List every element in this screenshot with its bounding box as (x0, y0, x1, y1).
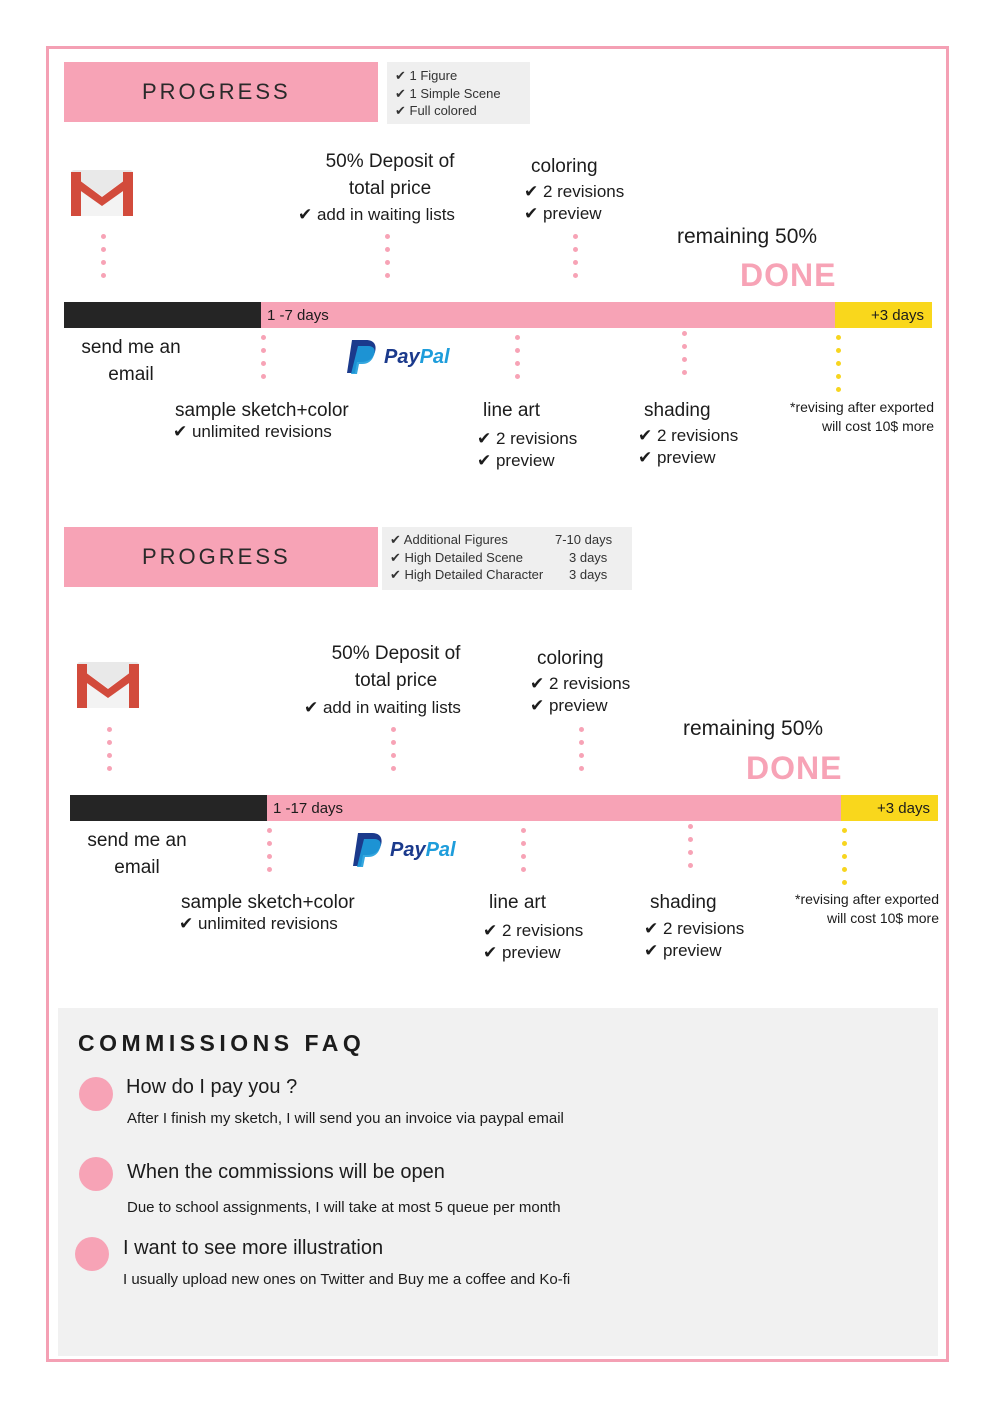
sketch-title: sample sketch+color (181, 892, 355, 913)
timeline-connector (266, 828, 272, 880)
paypal-pay: Pay (390, 838, 426, 861)
addon-name: ✔ High Detailed Character (390, 567, 544, 582)
faq-bullet (79, 1077, 113, 1111)
shading-check: ✔ preview (638, 448, 716, 467)
addon-name: ✔ Additional Figures (390, 532, 508, 547)
coloring-title: coloring (531, 156, 598, 177)
lineart-checks (483, 920, 583, 964)
faq-bullet (75, 1237, 109, 1271)
lineart-title: line art (489, 892, 547, 913)
shading-title: shading (650, 892, 717, 913)
paypal-icon (350, 831, 456, 869)
lineart-title: line art (483, 400, 541, 421)
coloring-checks (530, 673, 630, 717)
timeline-segment-extra (841, 795, 938, 821)
faq-panel (58, 1008, 938, 1356)
timeline-connector (390, 727, 396, 779)
note-line1: *revising after exported (795, 891, 939, 907)
deposit-title-line1: 50% Deposit of (331, 643, 461, 664)
faq-answer: I usually upload new ones on Twitter and Buy me a coffee and Ko-fi (123, 1271, 571, 1288)
addon-duration: 7-10 days (555, 532, 613, 547)
timeline-bar (70, 795, 938, 821)
email-line2: email (114, 857, 160, 878)
gmail-icon (77, 662, 139, 708)
checklist-item (390, 549, 624, 567)
faq-answer: After I finish my sketch, I will send you an invoice via paypal email (127, 1110, 564, 1127)
timeline-segment-main (267, 795, 841, 821)
shading-check: ✔ 2 revisions (638, 426, 739, 445)
deposit-check: ✔ add in waiting lists (304, 698, 461, 717)
coloring-check: ✔ preview (524, 204, 602, 223)
deposit-title-line1: 50% Deposit of (325, 151, 455, 172)
done-label: DONE (746, 750, 843, 786)
shading-check: ✔ 2 revisions (644, 919, 745, 938)
timeline-connector (106, 727, 112, 779)
timeline-segment-start (70, 795, 267, 821)
faq-question: When the commissions will be open (127, 1161, 445, 1183)
timeline-duration: 1 -17 days (273, 799, 344, 817)
note-line2: will cost 10$ more (821, 418, 934, 434)
faq-answer: Due to school assignments, I will take at most 5 queue per month (127, 1199, 561, 1216)
timeline-extra-duration: +3 days (877, 799, 930, 817)
shading-check: ✔ preview (644, 941, 722, 960)
timeline-connector (687, 824, 693, 876)
progress-header (64, 527, 378, 587)
checklist-item: ✔ 1 Figure (395, 68, 458, 83)
faq-question: How do I pay you ? (126, 1076, 298, 1098)
done-label: DONE (740, 257, 837, 293)
checklist-item (390, 531, 624, 549)
timeline-connector (841, 828, 847, 893)
progress-title: PROGRESS (142, 544, 291, 569)
coloring-check: ✔ 2 revisions (524, 182, 625, 201)
faq-question: I want to see more illustration (123, 1237, 384, 1259)
timeline-connector (520, 828, 526, 880)
addon-duration: 3 days (569, 549, 608, 565)
progress-title: PROGRESS (142, 79, 291, 104)
remaining-label: remaining 50% (683, 717, 824, 740)
note-line2: will cost 10$ more (826, 910, 939, 926)
faq-bullet (79, 1157, 113, 1191)
addon-duration: 3 days (569, 567, 608, 582)
lineart-check: ✔ preview (483, 943, 561, 962)
sketch-check: ✔ unlimited revisions (179, 914, 338, 933)
coloring-check: ✔ 2 revisions (530, 674, 631, 693)
paypal-pal: Pal (419, 345, 450, 368)
timeline-duration: 1 -7 days (267, 306, 329, 324)
deposit-title-line2: total price (354, 670, 438, 691)
deposit-check: ✔ add in waiting lists (298, 205, 455, 224)
shading-checks (644, 918, 744, 962)
email-line1: send me an (81, 337, 181, 358)
checklist-item: ✔ 1 Simple Scene (395, 85, 501, 101)
addon-checklist (382, 527, 632, 590)
faq-title: COMMISSIONS FAQ (78, 1030, 366, 1056)
deposit-title-line2: total price (348, 178, 432, 199)
deposit-step (306, 640, 486, 694)
timeline-connector (578, 727, 584, 779)
sketch-title: sample sketch+color (175, 400, 349, 421)
sketch-check: ✔ unlimited revisions (173, 422, 332, 441)
timeline-extra-duration: +3 days (871, 306, 924, 324)
lineart-check: ✔ 2 revisions (483, 921, 584, 940)
checklist-item: ✔ Full colored (395, 103, 477, 118)
revision-note (739, 890, 939, 928)
email-line2: email (108, 364, 154, 385)
coloring-check: ✔ preview (530, 696, 608, 715)
paypal-pay: Pay (384, 345, 420, 368)
paypal-p-icon (350, 831, 386, 869)
remaining-label: remaining 50% (677, 225, 818, 248)
shading-title: shading (644, 400, 711, 421)
email-step (72, 827, 202, 881)
addon-name: ✔ High Detailed Scene (390, 549, 524, 565)
note-line1: *revising after exported (790, 399, 934, 415)
paypal-pal: Pal (425, 838, 456, 861)
lineart-check: ✔ preview (477, 451, 555, 470)
checklist-item (390, 566, 624, 584)
coloring-title: coloring (537, 648, 604, 669)
email-line1: send me an (87, 830, 187, 851)
lineart-check: ✔ 2 revisions (477, 429, 578, 448)
